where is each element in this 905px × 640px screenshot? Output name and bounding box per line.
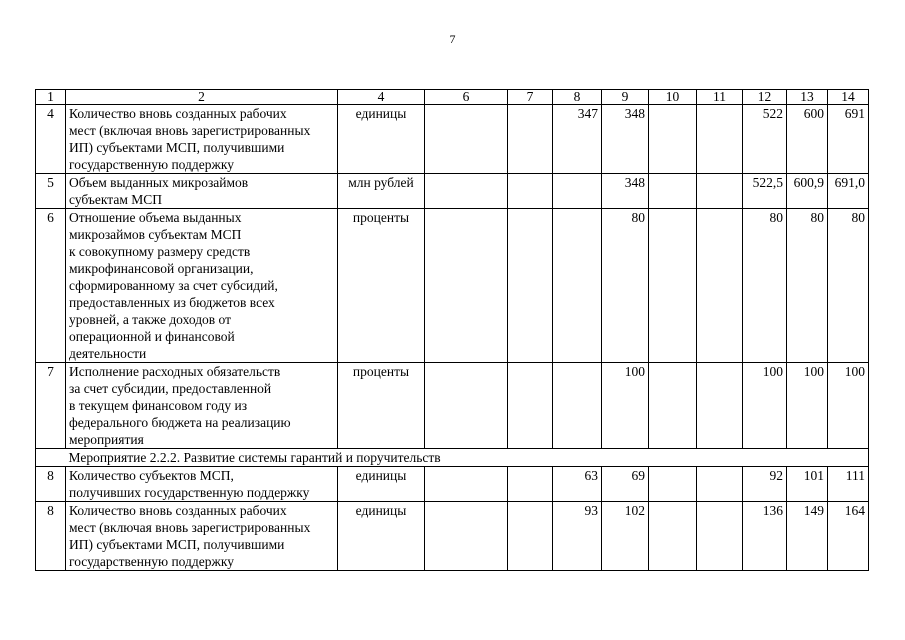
table-row [36,502,869,571]
indicator-name-line: в текущем финансовом году из [69,398,248,413]
value-cell-8 [553,363,602,449]
indicator-name-line: федерального бюджета на реализацию [69,415,291,430]
unit-cell: проценты [338,209,425,363]
value-cell-7 [508,363,553,449]
indicator-name-line: ИП) субъектами МСП, получившими [69,140,285,155]
indicator-name [66,174,338,209]
value-cell-7 [508,467,553,502]
header-cell-9: 11 [697,90,743,105]
table-row [36,363,869,449]
indicator-name-line: мероприятия [69,432,144,447]
value-cell-12: 80 [743,209,787,363]
value-cell-9: 69 [602,467,649,502]
value-cell-6 [425,209,508,363]
row-number: 8 [36,467,66,502]
header-cell-11: 13 [787,90,828,105]
indicator-name-line: мест (включая вновь зарегистрированных [69,520,311,535]
value-cell-8 [553,174,602,209]
indicator-name-line: деятельности [69,346,147,361]
value-cell-14: 691,0 [828,174,869,209]
value-cell-7 [508,502,553,571]
indicator-name-line: Количество вновь созданных рабочих [69,503,287,518]
header-row [36,90,869,105]
value-cell-8 [553,209,602,363]
indicators-table [35,89,869,571]
value-cell-14: 111 [828,467,869,502]
value-cell-14: 164 [828,502,869,571]
value-cell-6 [425,105,508,174]
value-cell-11 [697,209,743,363]
value-cell-14: 100 [828,363,869,449]
value-cell-8: 63 [553,467,602,502]
value-cell-7 [508,105,553,174]
value-cell-11 [697,502,743,571]
value-cell-13: 101 [787,467,828,502]
value-cell-8: 347 [553,105,602,174]
value-cell-10 [649,105,697,174]
header-cell-1: 1 [36,90,66,105]
value-cell-7 [508,209,553,363]
indicator-name-line: микрофинансовой организации, [69,261,254,276]
indicator-name [66,502,338,571]
value-cell-6 [425,363,508,449]
row-number: 7 [36,363,66,449]
indicator-name [66,467,338,502]
value-cell-11 [697,363,743,449]
indicator-name-line: мест (включая вновь зарегистрированных [69,123,311,138]
indicator-name-line: Количество субъектов МСП, [69,468,234,483]
value-cell-14: 80 [828,209,869,363]
value-cell-6 [425,502,508,571]
value-cell-11 [697,174,743,209]
value-cell-9: 80 [602,209,649,363]
header-cell-12: 14 [828,90,869,105]
value-cell-12: 522,5 [743,174,787,209]
row-number: 5 [36,174,66,209]
indicator-name-line: Объем выданных микрозаймов [69,175,249,190]
value-cell-11 [697,105,743,174]
row-number: 4 [36,105,66,174]
value-cell-7 [508,174,553,209]
header-cell-3: 4 [338,90,425,105]
indicator-name-line: за счет субсидии, предоставленной [69,381,272,396]
unit-cell: проценты [338,363,425,449]
value-cell-10 [649,502,697,571]
value-cell-13: 80 [787,209,828,363]
unit-cell: единицы [338,105,425,174]
section-blank-cell [36,449,66,467]
indicator-name-line: к совокупному размеру средств [69,244,251,259]
header-cell-6: 8 [553,90,602,105]
indicator-name-line: государственную поддержку [69,554,234,569]
indicator-name [66,209,338,363]
unit-cell: единицы [338,467,425,502]
header-cell-2: 2 [66,90,338,105]
table-row [36,105,869,174]
value-cell-11 [697,467,743,502]
value-cell-10 [649,467,697,502]
indicator-name-line: предоставленных из бюджетов всех [69,295,275,310]
indicator-name-line: субъектам МСП [69,192,163,207]
indicator-name [66,105,338,174]
value-cell-10 [649,209,697,363]
value-cell-12: 100 [743,363,787,449]
header-cell-8: 10 [649,90,697,105]
value-cell-13: 600,9 [787,174,828,209]
indicator-name-line: Количество вновь созданных рабочих [69,106,287,121]
indicator-name-line: микрозаймов субъектам МСП [69,227,242,242]
unit-cell: млн рублей [338,174,425,209]
value-cell-9: 348 [602,105,649,174]
value-cell-12: 92 [743,467,787,502]
value-cell-6 [425,174,508,209]
indicator-name-line: уровней, а также доходов от [69,312,232,327]
value-cell-14: 691 [828,105,869,174]
value-cell-6 [425,467,508,502]
value-cell-12: 136 [743,502,787,571]
header-cell-10: 12 [743,90,787,105]
page-number: 7 [449,32,456,46]
indicator-name-line: Исполнение расходных обязательств [69,364,281,379]
value-cell-9: 102 [602,502,649,571]
value-cell-13: 149 [787,502,828,571]
header-cell-5: 7 [508,90,553,105]
header-cell-7: 9 [602,90,649,105]
indicator-name-line: получивших государственную поддержку [69,485,310,500]
row-number: 8 [36,502,66,571]
section-row [36,449,869,467]
value-cell-13: 100 [787,363,828,449]
indicator-name-line: операционной и финансовой [69,329,235,344]
value-cell-10 [649,363,697,449]
header-cell-4: 6 [425,90,508,105]
indicator-name-line: ИП) субъектами МСП, получившими [69,537,285,552]
value-cell-8: 93 [553,502,602,571]
value-cell-9: 348 [602,174,649,209]
row-number: 6 [36,209,66,363]
value-cell-12: 522 [743,105,787,174]
value-cell-9: 100 [602,363,649,449]
indicator-name-line: государственную поддержку [69,157,234,172]
section-title: Мероприятие 2.2.2. Развитие системы гарантий и поручительств [66,449,869,467]
indicator-name-line: Отношение объема выданных [69,210,242,225]
value-cell-10 [649,174,697,209]
indicator-name [66,363,338,449]
table-row [36,467,869,502]
table-row [36,209,869,363]
unit-cell: единицы [338,502,425,571]
table-row [36,174,869,209]
indicator-name-line: сформированному за счет субсидий, [69,278,278,293]
value-cell-13: 600 [787,105,828,174]
